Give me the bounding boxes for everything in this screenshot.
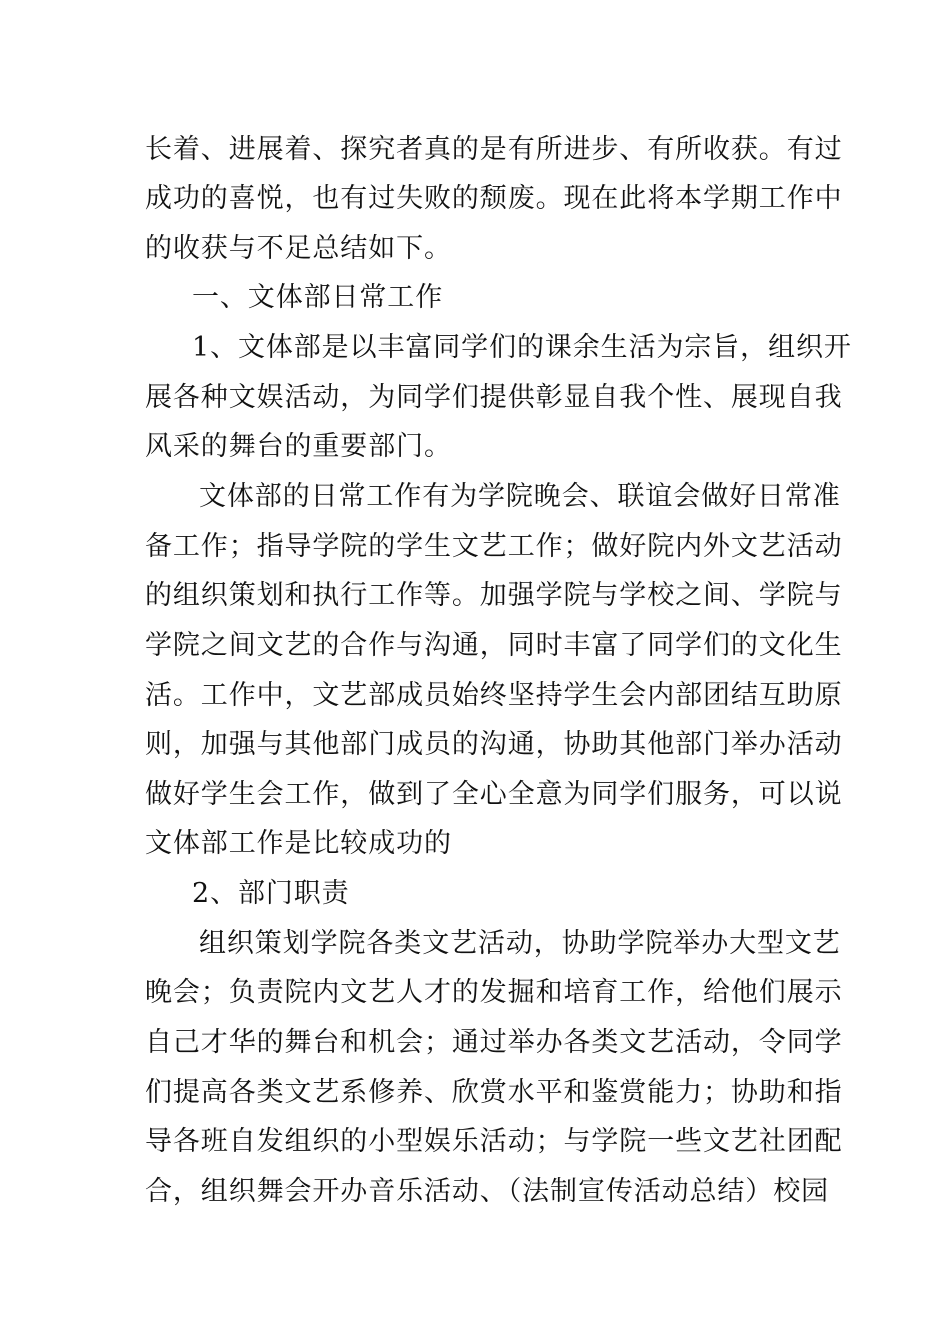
text-line: 文体部工作是比较成功的	[145, 828, 452, 859]
text-line: 的组织策划和执行工作等。加强学院与学校之间、学院与	[145, 580, 843, 611]
text-line: 做好学生会工作，做到了全心全意为同学们服务，可以说	[145, 779, 843, 810]
text-line: 成功的喜悦，也有过失败的颓废。现在此将本学期工作中	[145, 183, 843, 214]
text-line: 文体部的日常工作有为学院晚会、联谊会做好日常准	[199, 481, 841, 512]
text-line: 风采的舞台的重要部门。	[145, 431, 452, 462]
text-line: 组织策划学院各类文艺活动，协助学院举办大型文艺	[199, 928, 841, 959]
text-line: 长着、进展着、探究者真的是有所进步、有所收获。有过	[145, 134, 843, 165]
text-line: 合，组织舞会开办音乐活动、（法制宣传活动总结）校园	[145, 1176, 829, 1207]
text-line: 的收获与不足总结如下。	[145, 233, 452, 264]
text-line: 1、文体部是以丰富同学们的课余生活为宗旨，组织开	[192, 332, 852, 363]
text-line: 则，加强与其他部门成员的沟通，协助其他部门举办活动	[145, 729, 843, 760]
text-line: 们提高各类文艺系修养、欣赏水平和鉴赏能力；协助和指	[145, 1077, 843, 1108]
section-heading: 2、部门职责	[192, 878, 350, 909]
text-line: 晚会；负责院内文艺人才的发掘和培育工作，给他们展示	[145, 977, 843, 1008]
text-line: 导各班自发组织的小型娱乐活动；与学院一些文艺社团配	[145, 1126, 843, 1157]
text-line: 备工作；指导学院的学生文艺工作；做好院内外文艺活动	[145, 531, 843, 562]
text-line: 展各种文娱活动，为同学们提供彰显自我个性、展现自我	[145, 382, 843, 413]
section-heading: 一、文体部日常工作	[192, 282, 444, 313]
text-line: 学院之间文艺的合作与沟通，同时丰富了同学们的文化生	[145, 630, 843, 661]
text-line: 活。工作中，文艺部成员始终坚持学生会内部团结互助原	[145, 680, 843, 711]
text-line: 自己才华的舞台和机会；通过举办各类文艺活动，令同学	[145, 1027, 843, 1058]
